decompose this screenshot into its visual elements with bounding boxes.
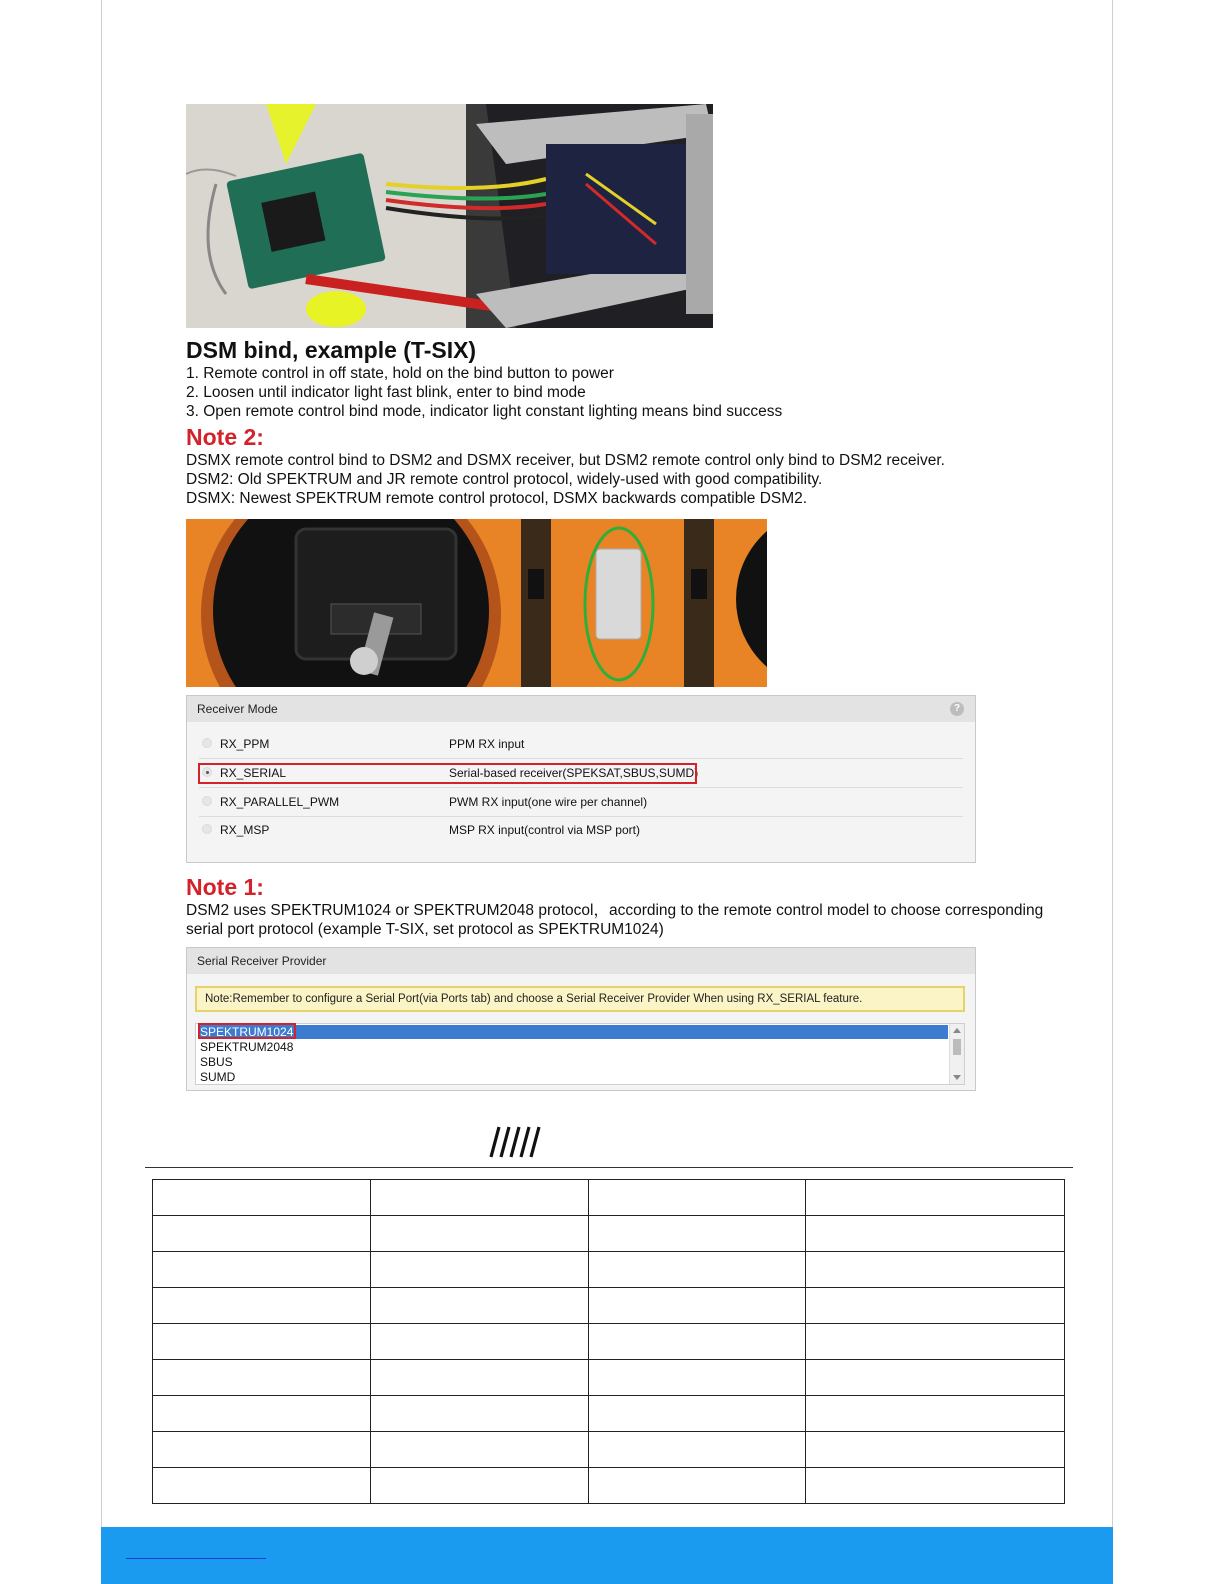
table-cell [370, 1252, 588, 1288]
table-cell [370, 1324, 588, 1360]
table-cell [806, 1432, 1065, 1468]
table-cell [806, 1324, 1065, 1360]
list-scrollbar[interactable] [949, 1024, 964, 1084]
table-row [153, 1396, 1065, 1432]
serial-provider-header [187, 948, 975, 974]
radio-icon[interactable] [202, 738, 212, 748]
footer-link-underline[interactable] [126, 1558, 266, 1559]
footer-bar [101, 1527, 1113, 1584]
note2-line: DSMX remote control bind to DSM2 and DSMX receiver, but DSM2 remote control only bind to DSM2 receiver. [186, 452, 945, 469]
table-cell [806, 1180, 1065, 1216]
table-cell [370, 1360, 588, 1396]
scroll-down-icon[interactable] [953, 1075, 961, 1080]
table-cell [588, 1360, 806, 1396]
table-cell [370, 1432, 588, 1468]
note2-body [186, 451, 945, 508]
bind-step: 2. Loosen until indicator light fast blink, enter to bind mode [186, 384, 586, 401]
table-cell [588, 1180, 806, 1216]
serial-provider-title: Serial Receiver Provider [197, 954, 327, 968]
note2-line: DSMX: Newest SPEKTRUM remote control protocol, DSMX backwards compatible DSM2. [186, 490, 808, 507]
rx-serial-highlight [198, 763, 697, 784]
rx-option-desc: PWM RX input(one wire per channel) [449, 795, 648, 809]
table-cell [588, 1432, 806, 1468]
table-cell [588, 1324, 806, 1360]
spec-table [152, 1179, 1065, 1504]
spektrum1024-highlight [198, 1023, 296, 1039]
serial-provider-panel [186, 947, 976, 1091]
provider-option[interactable]: SUMD [200, 1070, 236, 1084]
table-cell [153, 1432, 371, 1468]
table-cell [806, 1396, 1065, 1432]
scroll-thumb[interactable] [953, 1039, 961, 1055]
table-cell [588, 1396, 806, 1432]
table-row [153, 1288, 1065, 1324]
table-cell [153, 1360, 371, 1396]
provider-option[interactable]: SPEKTRUM2048 [200, 1040, 294, 1054]
table-cell [370, 1396, 588, 1432]
table-cell [806, 1216, 1065, 1252]
table-cell [370, 1468, 588, 1504]
note1-heading: Note 1: [186, 874, 264, 900]
provider-option-selected[interactable]: SPEKTRUM1024 [199, 1025, 948, 1039]
table-cell [588, 1468, 806, 1504]
receiver-wiring-photo [186, 104, 713, 328]
table-cell [806, 1252, 1065, 1288]
receiver-mode-header [187, 696, 975, 722]
table-cell [806, 1360, 1065, 1396]
table-cell [153, 1396, 371, 1432]
rx-option-desc: PPM RX input [449, 737, 525, 751]
table-row [153, 1216, 1065, 1252]
table-cell [153, 1288, 371, 1324]
rx-option-name: RX_SERIAL [220, 766, 287, 780]
rx-option-msp[interactable] [199, 816, 963, 844]
table-row [153, 1432, 1065, 1468]
section-divider [145, 1167, 1073, 1168]
bind-steps [186, 364, 782, 421]
help-icon[interactable]: ? [950, 702, 964, 716]
table-cell [370, 1216, 588, 1252]
slash-logo-icon [489, 1126, 549, 1158]
serial-provider-note: Note:Remember to configure a Serial Port(via Ports tab) and choose a Serial Receiver Provider When using RX_SERIAL feature. [195, 986, 965, 1012]
page-edge-right [1112, 0, 1113, 1584]
scroll-up-icon[interactable] [953, 1028, 961, 1033]
rx-option-parallel-pwm[interactable] [199, 788, 963, 817]
rx-option-ppm[interactable] [199, 730, 963, 759]
table-cell [370, 1288, 588, 1324]
rx-option-desc: Serial-based receiver(SPEKSAT,SBUS,SUMD) [449, 766, 699, 780]
note2-line: DSM2: Old SPEKTRUM and JR remote control protocol, widely-used with good compatibility. [186, 471, 823, 488]
table-cell [153, 1324, 371, 1360]
table-cell [153, 1252, 371, 1288]
receiver-mode-title: Receiver Mode [197, 702, 278, 716]
bind-step: 3. Open remote control bind mode, indicator light constant lighting means bind success [186, 403, 783, 420]
table-cell [153, 1216, 371, 1252]
note2-heading: Note 2: [186, 424, 264, 450]
table-cell [806, 1468, 1065, 1504]
serial-provider-list[interactable] [195, 1023, 965, 1085]
rx-option-desc: MSP RX input(control via MSP port) [449, 823, 640, 837]
table-cell [588, 1216, 806, 1252]
table-row [153, 1252, 1065, 1288]
rx-option-name: RX_MSP [220, 823, 270, 837]
table-cell [153, 1180, 371, 1216]
receiver-mode-panel [186, 695, 976, 863]
table-cell [370, 1180, 588, 1216]
table-cell [806, 1288, 1065, 1324]
provider-option[interactable]: SBUS [200, 1055, 233, 1069]
table-cell [153, 1468, 371, 1504]
rx-option-name: RX_PPM [220, 737, 270, 751]
page-edge-left [101, 0, 102, 1584]
note1-body: DSM2 uses SPEKTRUM1024 or SPEKTRUM2048 protocol，according to the remote control model to choose corresponding serial port protocol (example T-SIX, set protocol as SPEKTRUM1024) [186, 902, 1044, 938]
transmitter-switch-photo [186, 519, 767, 687]
table-row [153, 1360, 1065, 1396]
table-row [153, 1180, 1065, 1216]
radio-icon[interactable] [202, 824, 212, 834]
table-row [153, 1468, 1065, 1504]
bind-step: 1. Remote control in off state, hold on the bind button to power [186, 365, 614, 382]
table-row [153, 1324, 1065, 1360]
table-cell [588, 1252, 806, 1288]
radio-icon[interactable] [202, 796, 212, 806]
table-cell [588, 1288, 806, 1324]
rx-option-name: RX_PARALLEL_PWM [220, 795, 340, 809]
bind-title: DSM bind, example (T-SIX) [186, 337, 477, 363]
